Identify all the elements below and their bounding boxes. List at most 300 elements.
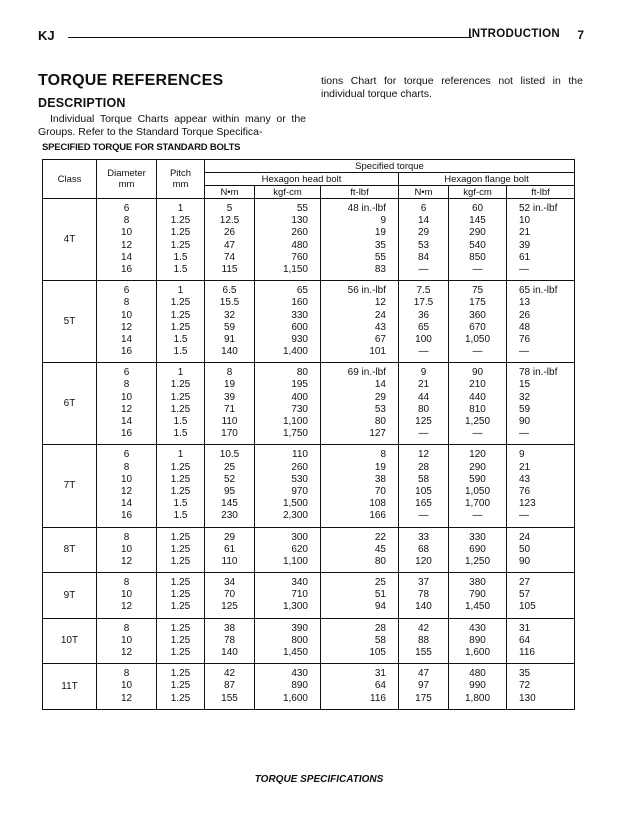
table-cell-value: 59 [223,321,236,333]
class-cell: 11T [43,664,97,710]
table-cell-value: 1,450 [464,601,491,613]
table-cell-value: 29 [223,531,236,543]
table-cell-value: 29 [417,227,430,239]
table-cell-value: 710 [291,589,308,601]
flange-nm-cell [399,618,449,664]
table-cell-value: 38 [374,473,386,485]
flange-kgf-cell [449,281,507,363]
right-column-paragraph: tions Chart for torque references not listed in the individual torque charts. [321,75,583,100]
table-cell-value: 1.25 [170,461,191,473]
table-cell-value: 970 [291,485,308,497]
table-cell-value: 105 [519,601,536,613]
table-cell-value: 70 [374,485,386,497]
table-cell-value: 25 [374,577,386,589]
table-cell-value: 65 [417,321,430,333]
table-cell-value: 8 [123,215,130,227]
flange-kgf-cell [449,573,507,619]
flange-kgf-cell [449,363,507,445]
table-cell-value: 1,250 [464,416,491,427]
table-cell-value: — [418,428,429,440]
table-cell-value: 530 [291,473,308,485]
table-cell-value: 120 [469,449,486,461]
table-cell-value: 67 [374,333,386,345]
header-vehicle-code: KJ [38,28,55,43]
head-kgf-cell [255,281,321,363]
table-cell-value: 68 [417,543,430,555]
table-cell-value: 175 [415,692,432,704]
table-cell-value: 10 [120,473,133,485]
table-cell-value: 790 [469,589,486,601]
table-cell-value: 12 [120,692,133,704]
table-cell-value: 390 [291,622,308,634]
pitch-cell [157,199,205,281]
table-cell-value: 1.25 [170,601,191,613]
table-cell-value: 10 [120,680,133,692]
head-nm-cell [205,363,255,445]
table-cell-value: 116 [519,647,535,658]
flange-ftlbf-cell [507,573,575,619]
head-ftlbf-cell [321,281,399,363]
table-cell-value: 1,700 [464,498,491,510]
figure-caption: TORQUE SPECIFICATIONS [254,774,384,785]
table-cell-value: 210 [469,379,486,391]
table-cell-value: 166 [369,510,386,522]
table-cell-value: 78 [417,589,430,601]
col-header-diameter: Diameter mm [97,160,157,199]
table-cell-value: 8 [123,297,130,309]
table-cell-value: 14 [120,416,133,427]
table-cell-value: 19 [223,379,236,391]
table-cell-value: 100 [415,333,432,345]
col-header-class: Class [43,160,97,199]
head-ftlbf-cell [321,664,399,710]
table-cell-value: 145 [221,498,238,510]
table-cell-value: 155 [415,647,432,658]
table-cell-value: 70 [223,589,236,601]
table-cell-value: 55 [374,251,386,263]
col-header-head-ftlbf: ft-lbf [321,186,399,199]
flange-kgf-cell [449,445,507,527]
table-cell-value: — [472,263,483,275]
table-cell-value: 27 [519,577,531,589]
table-cell-value: 76 [519,485,531,497]
table-cell-value: 1.5 [173,333,188,345]
table-cell-value: 850 [469,251,486,263]
table-cell-value: 16 [120,346,133,358]
table-cell-value: 1.25 [170,531,191,543]
head-kgf-cell [255,527,321,573]
table-cell-value: 1.25 [170,403,191,415]
table-cell-value: 116 [370,692,386,704]
class-cell: 7T [43,445,97,527]
table-body [43,199,575,710]
table-row-class-group [43,527,575,573]
table-cell-value: 12 [120,555,133,567]
table-cell-value: 14 [120,251,133,263]
table-cell-value: 65 in.-lbf [519,285,558,297]
table-cell-value: 12 [417,449,430,461]
table-cell-value: 160 [291,297,308,309]
table-cell-value: 130 [291,215,308,227]
table-cell-value: 10 [519,215,531,227]
table-cell-value: 72 [519,680,531,692]
head-ftlbf-cell [321,199,399,281]
table-cell-value: 80 [296,367,308,379]
table-cell-value: 10 [120,309,133,321]
table-row-class-group [43,363,575,445]
table-cell-value: 1.25 [170,543,191,555]
table-cell-value: 1.25 [170,647,191,658]
table-cell-value: 55 [296,203,308,214]
table-cell-value: 16 [120,428,133,440]
table-cell-value: 10 [120,391,133,403]
table-cell-value: 29 [374,391,386,403]
table-cell-value: 1,600 [282,692,308,704]
head-ftlbf-cell [321,363,399,445]
diameter-cell [97,281,157,363]
table-cell-value: 340 [291,577,308,589]
pitch-cell [157,527,205,573]
table-cell-value: 1,100 [282,555,308,567]
table-cell-value: 1.25 [170,634,191,646]
table-cell-value: 600 [291,321,308,333]
table-cell-value: 1.25 [170,680,191,692]
table-cell-value: 91 [223,333,236,345]
table-cell-value: 10 [120,227,133,239]
table-cell-value: 9 [380,215,386,227]
table-cell-value: 38 [223,622,236,634]
table-cell-value: 170 [221,428,238,440]
table-cell-value: 1,800 [464,692,491,704]
table-cell-value: — [519,510,529,522]
table-cell-value: 22 [374,531,386,543]
diameter-cell [97,445,157,527]
head-kgf-cell [255,445,321,527]
flange-ftlbf-cell [507,664,575,710]
diameter-cell [97,527,157,573]
table-cell-value: 31 [374,668,386,680]
table-cell-value: 80 [417,403,430,415]
head-kgf-cell [255,573,321,619]
table-cell-value: 480 [469,668,486,680]
table-cell-value: 61 [519,251,531,263]
table-cell-value: 78 in.-lbf [519,367,558,379]
table-cell-value: 13 [519,297,531,309]
table-cell-value: 12 [374,297,386,309]
table-cell-value: 12 [120,647,133,658]
table-cell-value: 165 [415,498,432,510]
flange-ftlbf-cell [507,618,575,664]
table-cell-value: 140 [221,647,238,658]
table-cell-value: 8 [123,622,130,634]
pitch-cell [157,445,205,527]
table-cell-value: 8 [123,531,130,543]
pitch-cell [157,618,205,664]
table-cell-value: 290 [469,227,486,239]
table-cell-value: 47 [417,668,430,680]
table-cell-value: 61 [223,543,236,555]
table-cell-value: 1.5 [173,346,188,358]
table-cell-value: 14 [417,215,430,227]
table-cell-value: — [472,428,483,440]
table-cell-value: 760 [291,251,308,263]
table-cell-value: 8 [226,367,233,379]
table-cell-value: 1.25 [170,239,191,251]
table-cell-value: 1,150 [282,263,308,275]
flange-ftlbf-cell [507,527,575,573]
table-cell-value: 50 [519,543,531,555]
table-cell-value: 28 [417,461,430,473]
flange-nm-cell [399,573,449,619]
table-cell-value: 90 [471,367,484,379]
table-cell-value: 78 [223,634,236,646]
table-cell-value: 45 [374,543,386,555]
table-cell-value: 290 [469,461,486,473]
table-cell-value: 430 [469,622,486,634]
head-ftlbf-cell [321,445,399,527]
table-cell-value: 36 [417,309,430,321]
table-cell-value: 53 [417,239,430,251]
left-column [38,72,306,139]
table-cell-value: 123 [519,498,536,510]
class-cell: 10T [43,618,97,664]
table-cell-value: 87 [223,680,236,692]
table-cell-value: 14 [374,379,386,391]
table-cell-value: 1,250 [464,555,491,567]
table-cell-value: 14 [120,333,133,345]
table-cell-value: 48 [519,321,531,333]
col-header-head-kgf: kgf-cm [255,186,321,199]
head-kgf-cell [255,199,321,281]
table-cell-value: 140 [221,346,238,358]
table-cell-value: 230 [221,510,238,522]
table-cell-value: — [472,346,483,358]
table-cell-value: 1.25 [170,321,191,333]
head-ftlbf-cell [321,573,399,619]
table-cell-value: 12.5 [219,215,240,227]
table-cell-value: 1.25 [170,227,191,239]
table-cell-value: 670 [469,321,486,333]
col-header-flange-ftlbf: ft-lbf [507,186,575,199]
table-cell-value: 42 [223,668,236,680]
flange-kgf-cell [449,618,507,664]
table-cell-value: 6.5 [222,285,237,297]
table-cell-value: 16 [120,510,133,522]
table-cell-value: 76 [519,333,531,345]
col-header-flange-nm: N•m [399,186,449,199]
table-cell-value: 16 [120,263,133,275]
table-cell-value: 53 [374,403,386,415]
table-cell-value: 97 [417,680,430,692]
table-cell-value: 26 [519,309,531,321]
head-nm-cell [205,618,255,664]
table-cell-value: 1.25 [170,692,191,704]
table-cell-value: 145 [469,215,486,227]
head-kgf-cell [255,363,321,445]
table-cell-value: 64 [374,680,386,692]
head-kgf-cell [255,618,321,664]
table-cell-value: 60 [471,203,484,214]
table-cell-value: 1 [177,285,184,297]
table-cell-value: 1 [177,203,184,214]
table-cell-value: 730 [291,403,308,415]
table-cell-value: 1,750 [282,428,308,440]
head-nm-cell [205,664,255,710]
table-cell-value: 115 [221,263,238,275]
flange-nm-cell [399,199,449,281]
head-nm-cell [205,199,255,281]
table-cell-value: 12 [120,403,133,415]
table-cell-value: 1,400 [282,346,308,358]
table-row-class-group [43,573,575,619]
table-cell-value: 88 [417,634,430,646]
class-cell: 9T [43,573,97,619]
table-row-class-group [43,199,575,281]
table-cell-value: 1,450 [282,647,308,658]
table-cell-value: 10 [120,589,133,601]
table-cell-value: 1.5 [173,251,188,263]
table-cell-value: 52 in.-lbf [519,203,558,214]
table-cell-value: 330 [469,531,486,543]
table-cell-value: 1.25 [170,379,191,391]
table-cell-value: 51 [374,589,386,601]
table-cell-value: 6 [123,203,130,214]
head-kgf-cell [255,664,321,710]
table-cell-value: 6 [123,367,130,379]
table-cell-value: 440 [469,391,486,403]
table-cell-value: 1 [177,449,184,461]
table-cell-value: 64 [519,634,531,646]
class-cell: 6T [43,363,97,445]
col-header-specified-torque: Specified torque [205,160,575,173]
flange-kgf-cell [449,664,507,710]
pitch-cell [157,281,205,363]
head-nm-cell [205,445,255,527]
description-paragraph: Individual Torque Charts appear within many or the Groups. Refer to the Standard Torque Specifica- [38,113,306,138]
pitch-cell [157,573,205,619]
table-cell-value: 1.25 [170,577,191,589]
table-cell-value: 12 [120,485,133,497]
col-header-pitch: Pitch mm [157,160,205,199]
table-cell-value: — [418,263,429,275]
table-cell-value: 10.5 [219,449,240,461]
table-cell-value: 1.25 [170,309,191,321]
figure-title: SPECIFIED TORQUE FOR STANDARD BOLTS [42,142,241,153]
table-cell-value: 8 [380,449,386,461]
subsection-heading: DESCRIPTION [38,96,126,110]
table-cell-value: 90 [519,416,531,427]
table-cell-value: 9 [420,367,427,379]
table-cell-value: 105 [415,485,432,497]
table-cell-value: 590 [469,473,486,485]
table-cell-value: 84 [417,251,430,263]
table-cell-value: — [472,510,483,522]
table-row-class-group [43,445,575,527]
table-cell-value: 7.5 [416,285,431,297]
table-cell-value: 1.25 [170,391,191,403]
table-cell-value: 21 [519,461,531,473]
table-cell-value: 47 [223,239,236,251]
table-cell-value: 1 [177,367,184,379]
head-nm-cell [205,527,255,573]
table-cell-value: 380 [469,577,486,589]
table-cell-value: 360 [469,309,486,321]
diameter-cell [97,573,157,619]
table-cell-value: 8 [123,668,130,680]
table-cell-value: 15 [519,379,531,391]
table-cell-value: 57 [519,589,531,601]
table-cell-value: 10 [120,634,133,646]
table-cell-value: 127 [369,428,386,440]
table-cell-value: 83 [374,263,386,275]
table-cell-value: 8 [123,379,130,391]
table-cell-value: 120 [415,555,432,567]
head-ftlbf-cell [321,527,399,573]
table-cell-value: 32 [223,309,236,321]
table-cell-value: 25 [223,461,236,473]
table-row-class-group [43,281,575,363]
table-cell-value: 260 [291,227,308,239]
flange-nm-cell [399,664,449,710]
table-cell-value: 810 [469,403,486,415]
col-header-hexagon-head-bolt: Hexagon head bolt [205,173,399,186]
table-cell-value: 12 [120,321,133,333]
table-cell-value: 125 [415,416,432,427]
flange-nm-cell [399,445,449,527]
col-header-head-nm: N•m [205,186,255,199]
table-cell-value: 52 [223,473,236,485]
flange-kgf-cell [449,199,507,281]
table-cell-value: 48 in.-lbf [347,203,386,214]
col-header-hexagon-flange-bolt: Hexagon flange bolt [399,173,575,186]
table-cell-value: 90 [519,555,531,567]
table-cell-value: 620 [291,543,308,555]
table-cell-value: 890 [469,634,486,646]
table-cell-value: 1,500 [282,498,308,510]
table-cell-value: 17.5 [413,297,434,309]
table-header [43,160,575,199]
table-cell-value: 1,050 [464,333,491,345]
table-cell-value: 69 in.-lbf [347,367,386,379]
table-cell-value: 44 [417,391,430,403]
page-header [38,28,584,46]
head-ftlbf-cell [321,618,399,664]
table-cell-value: 80 [374,555,386,567]
table-cell-value: 110 [221,555,238,567]
table-cell-value: 1.25 [170,485,191,497]
flange-kgf-cell [449,527,507,573]
flange-nm-cell [399,363,449,445]
class-cell: 8T [43,527,97,573]
flange-nm-cell [399,527,449,573]
table-cell-value: 1.5 [173,263,188,275]
table-cell-value: 10 [120,543,133,555]
table-cell-value: 1.5 [173,510,188,522]
table-cell-value: 34 [223,577,236,589]
table-cell-value: 24 [519,531,531,543]
flange-ftlbf-cell [507,281,575,363]
table-cell-value: 300 [291,531,308,543]
table-cell-value: 1.25 [170,473,191,485]
table-cell-value: 1,300 [282,601,308,613]
table-cell-value: 28 [374,622,386,634]
table-cell-value: 430 [291,668,308,680]
table-cell-value: 6 [420,203,427,214]
table-cell-value: 1.25 [170,215,191,227]
table-cell-value: 43 [374,321,386,333]
table-cell-value: 195 [291,379,308,391]
table-cell-value: 1.25 [170,589,191,601]
